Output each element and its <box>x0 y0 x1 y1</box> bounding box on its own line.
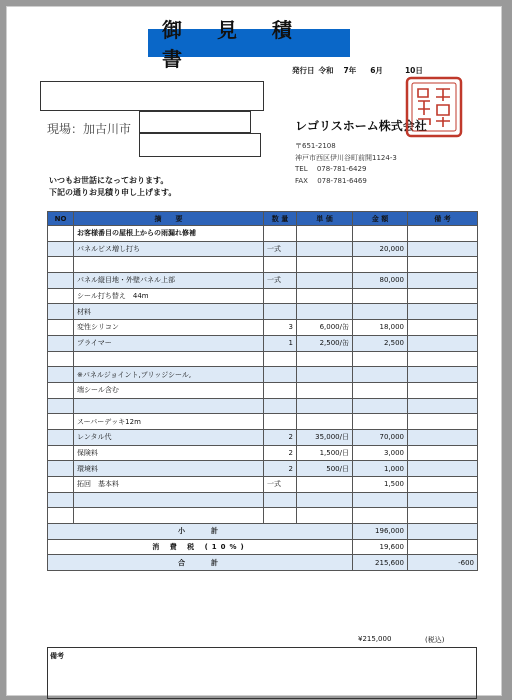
cell-no <box>48 382 74 398</box>
cell-no <box>48 288 74 304</box>
cell-amount <box>353 398 408 414</box>
cell-desc <box>74 351 264 367</box>
company-seal-stamp <box>404 75 464 139</box>
table-row <box>48 367 478 383</box>
cell-qty: 1 <box>264 335 297 351</box>
cell-price <box>297 414 353 430</box>
cell-note <box>408 461 478 477</box>
cell-qty <box>264 414 297 430</box>
cell-amount: 1,500 <box>353 477 408 493</box>
summary-row <box>48 524 478 540</box>
summary-row <box>48 539 478 555</box>
final-amount: ¥215,000 <box>358 635 392 643</box>
cell-price: 35,000/日 <box>297 429 353 445</box>
issue-date-era: 令和 <box>318 66 334 75</box>
cell-price <box>297 304 353 320</box>
summary-amount: 215,600 <box>353 555 408 571</box>
cell-qty: 2 <box>264 445 297 461</box>
cell-qty: 3 <box>264 320 297 336</box>
cell-no <box>48 304 74 320</box>
table-row <box>48 492 478 508</box>
header-amount: 金 額 <box>353 212 408 226</box>
cell-no <box>48 508 74 524</box>
cell-amount: 18,000 <box>353 320 408 336</box>
cell-price <box>297 288 353 304</box>
cell-no <box>48 461 74 477</box>
cell-desc: レンタル代 <box>74 429 264 445</box>
table-row <box>48 257 478 273</box>
cell-desc: 環境料 <box>74 461 264 477</box>
table-row <box>48 320 478 336</box>
customer-name-box <box>40 81 264 111</box>
table-row <box>48 382 478 398</box>
cell-qty <box>264 226 297 242</box>
table-row <box>48 477 478 493</box>
cell-amount: 20,000 <box>353 241 408 257</box>
notes-box <box>47 647 477 699</box>
cell-amount: 2,500 <box>353 335 408 351</box>
cell-qty: 一式 <box>264 241 297 257</box>
notes-label: 備考 <box>50 652 64 660</box>
estimate-table <box>47 211 478 571</box>
cell-amount <box>353 304 408 320</box>
cell-no <box>48 241 74 257</box>
cell-price: 2,500/缶 <box>297 335 353 351</box>
summary-label: 小 計 <box>48 524 353 540</box>
cell-desc: 端シール含む <box>74 382 264 398</box>
cell-amount <box>353 257 408 273</box>
cell-desc: 材料 <box>74 304 264 320</box>
company-name: レゴリスホーム株式会社 <box>295 119 427 133</box>
site-address-box-2 <box>139 133 261 157</box>
cell-no <box>48 477 74 493</box>
cell-note <box>408 304 478 320</box>
cell-note <box>408 414 478 430</box>
final-note: (税込) <box>425 636 445 644</box>
cell-desc: シール打ち替え 44m <box>74 288 264 304</box>
issue-date-month: 6月 <box>370 66 383 75</box>
table-row <box>48 304 478 320</box>
cell-qty <box>264 382 297 398</box>
cell-qty <box>264 304 297 320</box>
header-note: 備 考 <box>408 212 478 226</box>
cell-desc: ※パネルジョイント,ブリッジシール, <box>74 367 264 383</box>
cell-desc: お客様番目の屋根上からの雨漏れ修補 <box>74 226 264 242</box>
cell-amount <box>353 367 408 383</box>
cell-price <box>297 241 353 257</box>
issue-date-label: 発行日 <box>292 66 315 75</box>
document-title: 御 見 積 書 <box>148 29 350 57</box>
cell-no <box>48 226 74 242</box>
cell-no <box>48 273 74 289</box>
cell-desc <box>74 257 264 273</box>
cell-amount: 3,000 <box>353 445 408 461</box>
cell-qty <box>264 492 297 508</box>
cell-desc: プライマー <box>74 335 264 351</box>
cell-amount: 70,000 <box>353 429 408 445</box>
cell-amount <box>353 351 408 367</box>
cell-price <box>297 477 353 493</box>
cell-note <box>408 398 478 414</box>
cell-price <box>297 273 353 289</box>
cell-qty: 2 <box>264 461 297 477</box>
table-row <box>48 398 478 414</box>
summary-note: -600 <box>408 555 478 571</box>
cell-price <box>297 382 353 398</box>
cell-no <box>48 335 74 351</box>
cell-price: 1,500/日 <box>297 445 353 461</box>
cell-note <box>408 429 478 445</box>
cell-note <box>408 508 478 524</box>
cell-price <box>297 257 353 273</box>
cell-qty <box>264 288 297 304</box>
table-row <box>48 288 478 304</box>
cell-desc: パネル縦目地・外壁パネル上部 <box>74 273 264 289</box>
company-postal: 〒651-2108 <box>295 142 336 150</box>
table-row <box>48 461 478 477</box>
cell-desc <box>74 492 264 508</box>
cell-no <box>48 492 74 508</box>
cell-note <box>408 382 478 398</box>
company-info <box>295 141 397 187</box>
cell-no <box>48 367 74 383</box>
cell-desc: スーパーデッキ12m <box>74 414 264 430</box>
cell-price <box>297 508 353 524</box>
table-row <box>48 508 478 524</box>
cell-no <box>48 257 74 273</box>
cell-price <box>297 226 353 242</box>
header-unit-price: 単 価 <box>297 212 353 226</box>
cell-note <box>408 288 478 304</box>
cell-note <box>408 367 478 383</box>
site-label: 現場：加古川市 <box>47 122 132 136</box>
cell-note <box>408 241 478 257</box>
summary-label: 消 費 税 (10%) <box>48 539 353 555</box>
table-row <box>48 429 478 445</box>
cell-amount: 1,000 <box>353 461 408 477</box>
table-row <box>48 273 478 289</box>
cell-qty: 一式 <box>264 273 297 289</box>
cell-amount <box>353 382 408 398</box>
cell-amount <box>353 226 408 242</box>
summary-note <box>408 539 478 555</box>
cell-desc: 拓回 基本料 <box>74 477 264 493</box>
cell-note <box>408 351 478 367</box>
greeting-line-1: いつもお世話になっております。 <box>49 176 169 185</box>
cell-desc: パネルビス増し打ち <box>74 241 264 257</box>
header-no: NO <box>48 212 74 226</box>
table-row <box>48 241 478 257</box>
summary-note <box>408 524 478 540</box>
table-row <box>48 335 478 351</box>
company-address: 神戸市西区伊川谷町前開1124-3 <box>295 153 397 162</box>
cell-amount: 80,000 <box>353 273 408 289</box>
cell-note <box>408 257 478 273</box>
table-row <box>48 351 478 367</box>
cell-desc <box>74 398 264 414</box>
table-header-row <box>48 212 478 226</box>
cell-qty: 2 <box>264 429 297 445</box>
cell-price <box>297 367 353 383</box>
cell-desc: 変性シリコン <box>74 320 264 336</box>
cell-qty <box>264 351 297 367</box>
cell-desc <box>74 508 264 524</box>
cell-qty: 一式 <box>264 477 297 493</box>
table-row <box>48 226 478 242</box>
cell-note <box>408 492 478 508</box>
cell-price <box>297 492 353 508</box>
cell-note <box>408 477 478 493</box>
site-address-box <box>139 111 251 133</box>
summary-label: 合 計 <box>48 555 353 571</box>
cell-price: 500/日 <box>297 461 353 477</box>
cell-note <box>408 445 478 461</box>
cell-qty <box>264 508 297 524</box>
cell-qty <box>264 257 297 273</box>
cell-amount <box>353 288 408 304</box>
header-description: 摘 要 <box>74 212 264 226</box>
cell-note <box>408 273 478 289</box>
header-quantity: 数 量 <box>264 212 297 226</box>
cell-no <box>48 429 74 445</box>
cell-price: 6,000/缶 <box>297 320 353 336</box>
issue-date-day: 10日 <box>404 66 423 75</box>
cell-no <box>48 398 74 414</box>
summary-row <box>48 555 478 571</box>
greeting-text <box>49 175 176 199</box>
greeting-line-2: 下記の通りお見積り申し上げます。 <box>49 188 177 197</box>
cell-no <box>48 320 74 336</box>
summary-amount: 19,600 <box>353 539 408 555</box>
table-row <box>48 414 478 430</box>
issue-date-year: 7年 <box>343 66 357 75</box>
cell-qty <box>264 398 297 414</box>
cell-no <box>48 445 74 461</box>
cell-qty <box>264 367 297 383</box>
cell-amount <box>353 492 408 508</box>
company-fax: FAX 078-781-6469 <box>295 176 367 185</box>
table-row <box>48 445 478 461</box>
summary-amount: 196,000 <box>353 524 408 540</box>
cell-desc: 保険料 <box>74 445 264 461</box>
estimate-page <box>6 6 502 696</box>
cell-price <box>297 398 353 414</box>
cell-no <box>48 351 74 367</box>
company-tel: TEL 078-781-6429 <box>295 165 367 173</box>
cell-amount <box>353 508 408 524</box>
cell-note <box>408 320 478 336</box>
cell-amount <box>353 414 408 430</box>
cell-note <box>408 335 478 351</box>
cell-note <box>408 226 478 242</box>
cell-price <box>297 351 353 367</box>
cell-no <box>48 414 74 430</box>
